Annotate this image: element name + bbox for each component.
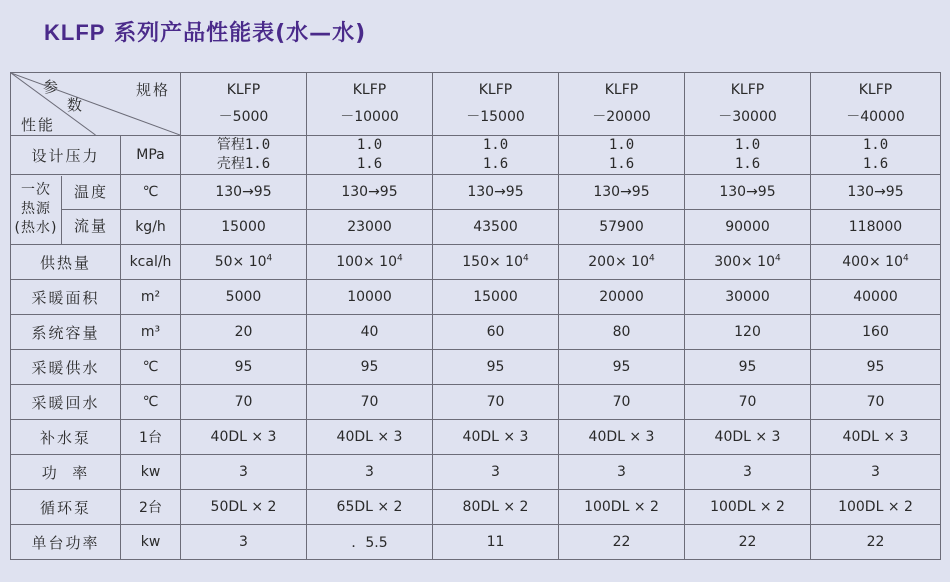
row-supply xyxy=(11,350,941,385)
value-cell: 40DL × 3 xyxy=(559,420,685,455)
heat-base: × 10 xyxy=(489,254,523,270)
row-label: 循环泵 xyxy=(11,490,121,525)
heat-exp: 4 xyxy=(397,253,403,264)
heat-cell xyxy=(559,245,685,280)
title-text: 系列产品性能表(水—水) xyxy=(105,21,367,46)
heat-exp: 4 xyxy=(266,253,273,264)
row-area xyxy=(11,280,941,315)
primary-source-group-label xyxy=(11,175,121,245)
group-line3: (热水) xyxy=(14,220,58,236)
value-cell: 40DL × 3 xyxy=(433,420,559,455)
heat-coef: 400 xyxy=(842,254,869,270)
pressure-line2: 1.6 xyxy=(482,156,509,172)
pressure-line2: 壳程1.6 xyxy=(216,156,271,172)
heat-coef: 300 xyxy=(714,254,741,270)
model-name: KLFP xyxy=(478,82,513,98)
value-cell: 70 xyxy=(559,385,685,420)
value-cell: 130→95 xyxy=(307,175,433,210)
value-cell: 90000 xyxy=(685,210,811,245)
row-unit: m³ xyxy=(121,315,181,350)
value-cell: 40DL × 3 xyxy=(685,420,811,455)
value-cell: 40DL × 3 xyxy=(811,420,941,455)
row-label: 单台功率 xyxy=(11,525,121,560)
heat-cell xyxy=(685,245,811,280)
value-cell: 70 xyxy=(433,385,559,420)
heat-coef: 200 xyxy=(588,254,615,270)
value-cell: 95 xyxy=(433,350,559,385)
pressure-cell xyxy=(307,136,433,175)
value-cell: 3 xyxy=(433,455,559,490)
heat-exp: 4 xyxy=(775,253,781,264)
value-cell: 40000 xyxy=(811,280,941,315)
value-cell: 100DL × 2 xyxy=(559,490,685,525)
pressure-line1: 1.0 xyxy=(356,137,383,153)
value-cell: 20000 xyxy=(559,280,685,315)
model-size: －20000 xyxy=(592,109,651,125)
heat-coef: 150 xyxy=(462,254,489,270)
primary-temperature-row xyxy=(11,175,941,210)
model-size: －40000 xyxy=(846,109,905,125)
pressure-line2: 1.6 xyxy=(356,156,383,172)
value-cell: 30000 xyxy=(685,280,811,315)
corner-param2-label: 数 xyxy=(67,96,85,114)
value-cell: 160 xyxy=(811,315,941,350)
value-cell: 11 xyxy=(433,525,559,560)
value-cell: 100DL × 2 xyxy=(811,490,941,525)
row-capacity xyxy=(11,315,941,350)
value-cell: 40DL × 3 xyxy=(307,420,433,455)
header-corner-cell xyxy=(11,73,181,136)
pressure-cell xyxy=(559,136,685,175)
value-cell: 100DL × 2 xyxy=(685,490,811,525)
model-header xyxy=(685,73,811,136)
row-return xyxy=(11,385,941,420)
value-cell: 15000 xyxy=(181,210,307,245)
page-title xyxy=(44,16,366,47)
row-label: 系统容量 xyxy=(11,315,121,350)
value-cell: 20 xyxy=(181,315,307,350)
row-unit: m² xyxy=(121,280,181,315)
value-cell: 10000 xyxy=(307,280,433,315)
heat-coef: 50 xyxy=(214,254,233,270)
pressure-cell xyxy=(433,136,559,175)
group-line1: 一次 xyxy=(21,182,51,198)
row-label: 采暖供水 xyxy=(11,350,121,385)
value-cell: 130→95 xyxy=(811,175,941,210)
heat-cell xyxy=(181,245,307,280)
heat-supply-row xyxy=(11,245,941,280)
value-cell: 65DL × 2 xyxy=(307,490,433,525)
value-cell: 3 xyxy=(811,455,941,490)
heat-base: × 10 xyxy=(741,254,775,270)
pressure-cell xyxy=(685,136,811,175)
row-unit: kg/h xyxy=(121,210,181,245)
row-power xyxy=(11,455,941,490)
value-cell: 130→95 xyxy=(181,175,307,210)
heat-exp: 4 xyxy=(903,253,909,264)
value-cell: 130→95 xyxy=(559,175,685,210)
heat-cell xyxy=(307,245,433,280)
model-size: －30000 xyxy=(718,109,777,125)
value-cell: 70 xyxy=(307,385,433,420)
pressure-line1: 1.0 xyxy=(734,137,761,153)
pressure-line2: 1.6 xyxy=(862,156,889,172)
value-cell: 70 xyxy=(811,385,941,420)
pressure-line2: 1.6 xyxy=(734,156,761,172)
row-label: 功 率 xyxy=(11,455,121,490)
value-cell: 3 xyxy=(685,455,811,490)
model-header xyxy=(811,73,941,136)
value-cell: 3 xyxy=(307,455,433,490)
pressure-cell xyxy=(181,136,307,175)
flow-label: 流量 xyxy=(73,217,108,236)
heat-cell xyxy=(433,245,559,280)
heat-exp: 4 xyxy=(523,253,529,264)
model-size: －10000 xyxy=(340,109,399,125)
heat-exp: 4 xyxy=(649,253,655,264)
value-cell: 95 xyxy=(559,350,685,385)
heat-base: × 10 xyxy=(869,254,903,270)
model-header xyxy=(307,73,433,136)
value-cell: 57900 xyxy=(559,210,685,245)
model-size: －15000 xyxy=(466,109,525,125)
model-name: KLFP xyxy=(604,82,639,98)
corner-param-label: 参 xyxy=(43,78,61,96)
pressure-line2: 1.6 xyxy=(608,156,635,172)
row-circ_pump xyxy=(11,490,941,525)
row-unit: 1台 xyxy=(121,420,181,455)
value-cell: 120 xyxy=(685,315,811,350)
heat-coef: 100 xyxy=(336,254,363,270)
pressure-cell xyxy=(811,136,941,175)
model-name: KLFP xyxy=(858,82,893,98)
value-cell: 95 xyxy=(685,350,811,385)
value-cell: 5000 xyxy=(181,280,307,315)
row-label: 供热量 xyxy=(11,245,121,280)
row-label: 采暖面积 xyxy=(11,280,121,315)
value-cell: 3 xyxy=(181,525,307,560)
row-unit: ℃ xyxy=(121,385,181,420)
value-cell: 95 xyxy=(811,350,941,385)
value-cell: 23000 xyxy=(307,210,433,245)
value-cell: 3 xyxy=(181,455,307,490)
model-header xyxy=(559,73,685,136)
pressure-line1: 管程1.0 xyxy=(216,137,271,153)
heat-base: × 10 xyxy=(615,254,649,270)
row-unit: kcal/h xyxy=(121,245,181,280)
value-cell: 70 xyxy=(181,385,307,420)
value-cell: ．5.5 xyxy=(307,525,433,560)
model-name: KLFP xyxy=(730,82,765,98)
row-label: 补水泵 xyxy=(11,420,121,455)
heat-base: × 10 xyxy=(232,254,267,270)
value-cell: 22 xyxy=(559,525,685,560)
temperature-label: 温度 xyxy=(62,176,120,211)
row-unit: ℃ xyxy=(121,175,181,210)
value-cell: 95 xyxy=(181,350,307,385)
value-cell: 80 xyxy=(559,315,685,350)
value-cell: 80DL × 2 xyxy=(433,490,559,525)
corner-spec-label: 规格 xyxy=(135,81,170,99)
value-cell: 130→95 xyxy=(685,175,811,210)
value-cell: 3 xyxy=(559,455,685,490)
value-cell: 15000 xyxy=(433,280,559,315)
pressure-line1: 1.0 xyxy=(608,137,635,153)
row-label: 采暖回水 xyxy=(11,385,121,420)
pressure-line1: 1.0 xyxy=(482,137,509,153)
heat-cell xyxy=(811,245,941,280)
value-cell: 130→95 xyxy=(433,175,559,210)
value-cell: 22 xyxy=(685,525,811,560)
primary-flow-row xyxy=(11,210,941,245)
value-cell: 40 xyxy=(307,315,433,350)
row-unit: ℃ xyxy=(121,350,181,385)
corner-perf-label: 性能 xyxy=(21,116,56,134)
model-name: KLFP xyxy=(226,82,261,98)
row-unit_power xyxy=(11,525,941,560)
group-line2: 热源 xyxy=(21,201,51,217)
model-header xyxy=(181,73,307,136)
value-cell: 118000 xyxy=(811,210,941,245)
performance-table xyxy=(10,72,941,560)
pressure-line1: 1.0 xyxy=(862,137,889,153)
row-unit: MPa xyxy=(121,136,181,175)
row-unit: kw xyxy=(121,525,181,560)
model-size: －5000 xyxy=(218,109,269,125)
row-makeup_pump xyxy=(11,420,941,455)
value-cell: 60 xyxy=(433,315,559,350)
value-cell: 40DL × 3 xyxy=(181,420,307,455)
value-cell: 95 xyxy=(307,350,433,385)
value-cell: 50DL × 2 xyxy=(181,490,307,525)
value-cell: 70 xyxy=(685,385,811,420)
model-header xyxy=(433,73,559,136)
row-label: 设计压力 xyxy=(11,136,121,175)
row-unit: 2台 xyxy=(121,490,181,525)
row-unit: kw xyxy=(121,455,181,490)
heat-base: × 10 xyxy=(363,254,397,270)
header-row xyxy=(11,73,941,136)
value-cell: 22 xyxy=(811,525,941,560)
model-name: KLFP xyxy=(352,82,387,98)
design-pressure-row xyxy=(11,136,941,175)
title-latin: KLFP xyxy=(44,20,106,45)
value-cell: 43500 xyxy=(433,210,559,245)
